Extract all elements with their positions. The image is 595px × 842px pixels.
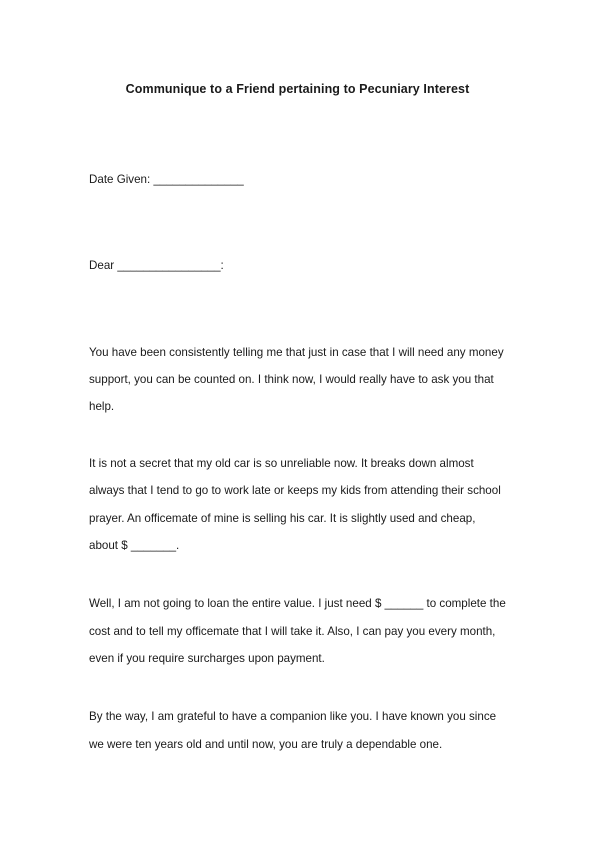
- paragraph-line: help.: [89, 400, 115, 413]
- paragraph-line: By the way, I am grateful to have a companion like you. I have known you since: [89, 710, 497, 723]
- paragraph-line: You have been consistently telling me that just in case that I will need any money: [89, 346, 504, 359]
- paragraph-line: about $ _______.: [89, 539, 180, 552]
- date-given-line: Date Given: ______________: [89, 173, 244, 186]
- salutation-line: Dear ________________:: [89, 259, 224, 272]
- paragraph-line: cost and to tell my officemate that I will take it. Also, I can pay you every month,: [89, 625, 496, 638]
- paragraph-line: prayer. An officemate of mine is selling his car. It is slightly used and cheap,: [89, 512, 476, 525]
- paragraph-line: always that I tend to go to work late or keeps my kids from attending their school: [89, 484, 501, 497]
- paragraph-line: even if you require surcharges upon payment.: [89, 652, 325, 665]
- document-title: Communique to a Friend pertaining to Pecuniary Interest: [125, 82, 470, 96]
- paragraph-line: It is not a secret that my old car is so unreliable now. It breaks down almost: [89, 457, 474, 470]
- paragraph-line: we were ten years old and until now, you are truly a dependable one.: [89, 738, 443, 751]
- paragraph-line: support, you can be counted on. I think now, I would really have to ask you that: [89, 373, 494, 386]
- paragraph-line: Well, I am not going to loan the entire value. I just need $ ______ to complete the: [89, 597, 506, 610]
